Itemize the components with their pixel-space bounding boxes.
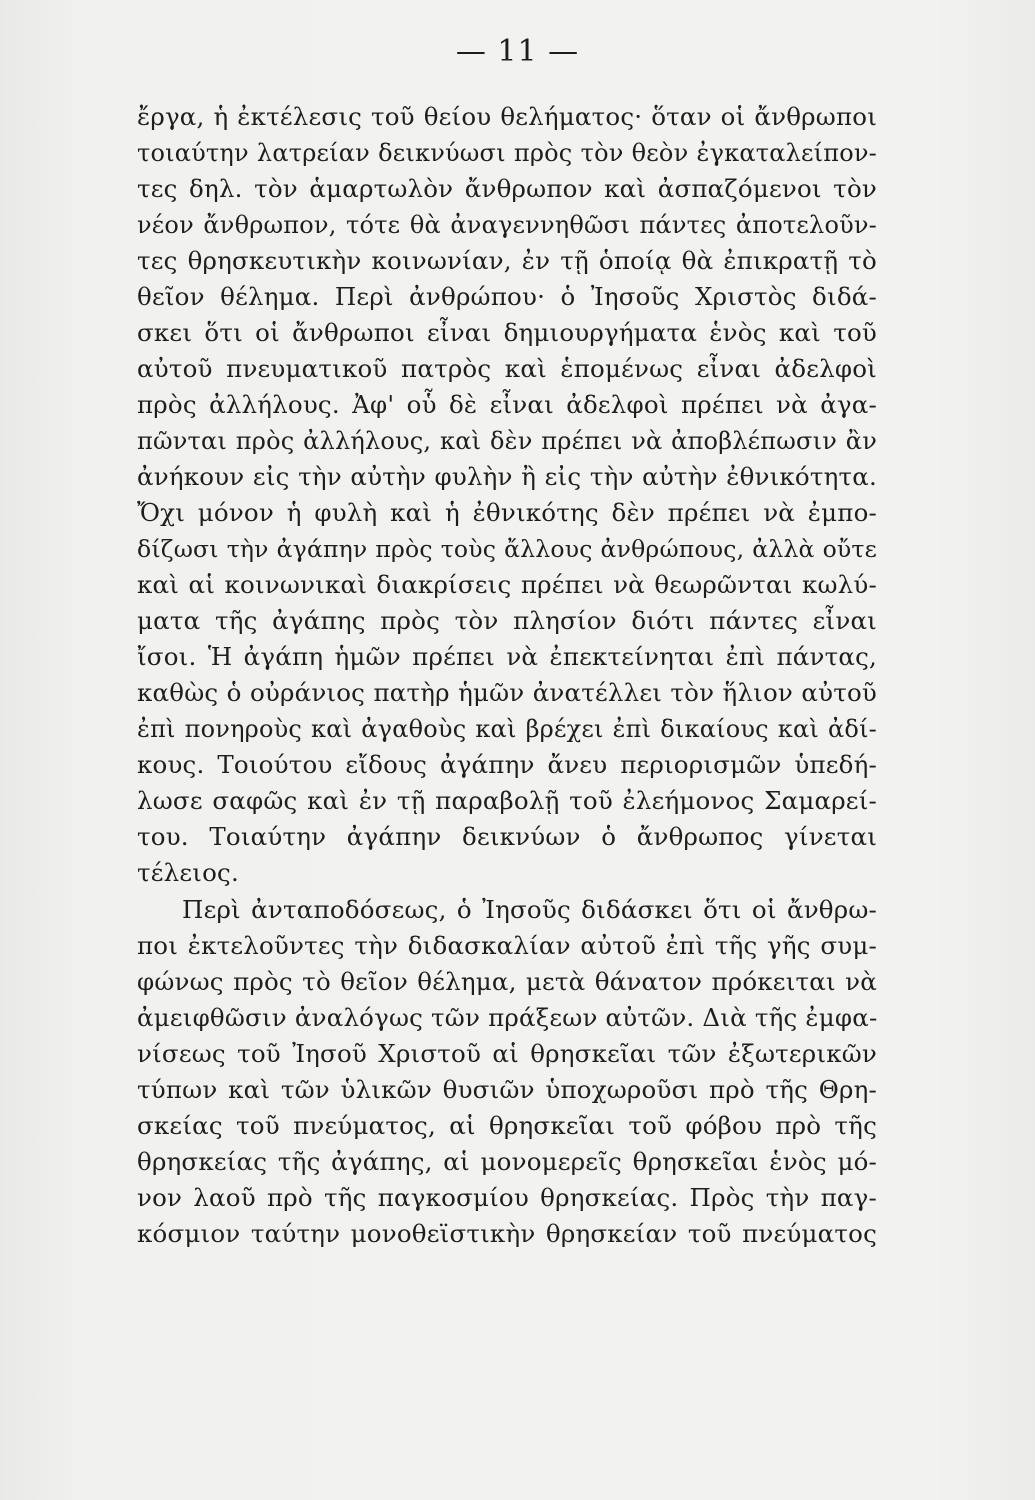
- text-line: θρησκείας τῆς ἀγάπης, αἱ μονομερεῖς θρησκεῖαι ἑνὸς μό-: [137, 1147, 877, 1176]
- text-line: τύπων καὶ τῶν ὑλικῶν θυσιῶν ὑποχωροῦσι πρὸ τῆς Θρη-: [137, 1075, 877, 1104]
- text-line: δίζωσι τὴν ἀγάπην πρὸς τοὺς ἄλλους ἀνθρώπους, ἀλλὰ οὔτε: [137, 535, 877, 563]
- text-line: πῶνται πρὸς ἀλλήλους, καὶ δὲν πρέπει νὰ ἀποβλέπωσιν ἂν: [137, 427, 877, 455]
- text-line: νίσεως τοῦ Ἰησοῦ Χριστοῦ αἱ θρησκεῖαι τῶν ἐξωτερικῶν: [137, 1039, 877, 1068]
- text-line: ποι ἐκτελοῦντες τὴν διδασκαλίαν αὐτοῦ ἐπὶ τῆς γῆς συμ-: [137, 931, 877, 960]
- text-line: ἀμειφθῶσιν ἀναλόγως τῶν πράξεων αὐτῶν. Διὰ τῆς ἐμφα-: [137, 1003, 878, 1032]
- text-line: τέλειος.: [137, 858, 239, 887]
- text-line: σκει ὅτι οἱ ἄνθρωποι εἶναι δημιουργήματα ἑνὸς καὶ τοῦ: [137, 318, 877, 347]
- text-line: νον λαοῦ πρὸ τῆς παγκοσμίου θρησκείας. Πρὸς τὴν παγ-: [137, 1183, 877, 1212]
- text-line: σκείας τοῦ πνεύματος, αἱ θρησκεῖαι τοῦ φόβου πρὸ τῆς: [137, 1111, 877, 1140]
- text-line: αὐτοῦ πνευματικοῦ πατρὸς καὶ ἑπομένως εἶναι ἀδελφοὶ: [137, 354, 877, 383]
- page-number: — 11 —: [455, 34, 580, 69]
- text-line: τες θρησκευτικὴν κοινωνίαν, ἐν τῇ ὁποίᾳ θὰ ἐπικρατῇ τὸ: [137, 246, 877, 275]
- text-line: ἔργα, ἡ ἐκτέλεσις τοῦ θείου θελήματος· ὅταν οἱ ἄνθρωποι: [137, 102, 877, 131]
- text-line: κους. Τοιούτου εἴδους ἀγάπην ἄνευ περιορισμῶν ὑπεδή-: [137, 750, 877, 779]
- text-line: κόσμιον ταύτην μονοθεϊστικὴν θρησκείαν τοῦ πνεύματος: [137, 1219, 877, 1248]
- text-line: φώνως πρὸς τὸ θεῖον θέλημα, μετὰ θάνατον πρόκειται νὰ: [137, 967, 877, 996]
- text-line: λωσε σαφῶς καὶ ἐν τῇ παραβολῇ τοῦ ἐλεήμονος Σαμαρεί-: [137, 786, 877, 815]
- body-text: [137, 99, 877, 1252]
- text-line: τες δηλ. τὸν ἁμαρτωλὸν ἄνθρωπον καὶ ἀσπαζόμενοι τὸν: [137, 174, 877, 203]
- text-line: ἐπὶ πονηροὺς καὶ ἀγαθοὺς καὶ βρέχει ἐπὶ δικαίους καὶ ἀδί-: [137, 715, 877, 743]
- text-line: ματα τῆς ἀγάπης πρὸς τὸν πλησίον διότι πάντες εἶναι: [137, 606, 877, 635]
- text-line: θεῖον θέλημα. Περὶ ἀνθρώπου· ὁ Ἰησοῦς Χριστὸς διδά-: [137, 282, 877, 311]
- text-line: Ὄχι μόνον ἡ φυλὴ καὶ ἡ ἐθνικότης δὲν πρέπει νὰ ἐμπο-: [137, 498, 877, 527]
- text-line: του. Τοιαύτην ἀγάπην δεικνύων ὁ ἄνθρωπος γίνεται: [137, 822, 877, 851]
- text-line: Περὶ ἀνταποδόσεως, ὁ Ἰησοῦς διδάσκει ὅτι οἱ ἄνθρω-: [182, 895, 877, 924]
- text-line: ἴσοι. Ἡ ἀγάπη ἡμῶν πρέπει νὰ ἐπεκτείνηται ἐπὶ πάντας,: [137, 642, 877, 671]
- text-line: πρὸς ἀλλήλους. Ἀφ' οὗ δὲ εἶναι ἀδελφοὶ πρέπει νὰ ἀγα-: [137, 390, 877, 419]
- text-line: ἀνήκουν εἰς τὴν αὐτὴν φυλὴν ἢ εἰς τὴν αὐτὴν ἐθνικότητα.: [137, 462, 877, 491]
- text-line: καὶ αἱ κοινωνικαὶ διακρίσεις πρέπει νὰ θεωρῶνται κωλύ-: [137, 570, 877, 599]
- text-line: τοιαύτην λατρείαν δεικνύωσι πρὸς τὸν θεὸν ἐγκαταλείπον-: [137, 139, 877, 167]
- paragraph-1: [137, 99, 877, 891]
- text-line: νέον ἄνθρωπον, τότε θὰ ἀναγεννηθῶσι πάντες ἀποτελοῦν-: [137, 211, 877, 239]
- paragraph-2: [137, 892, 877, 1252]
- text-line: καθὼς ὁ οὐράνιος πατὴρ ἡμῶν ἀνατέλλει τὸν ἥλιον αὐτοῦ: [137, 678, 877, 707]
